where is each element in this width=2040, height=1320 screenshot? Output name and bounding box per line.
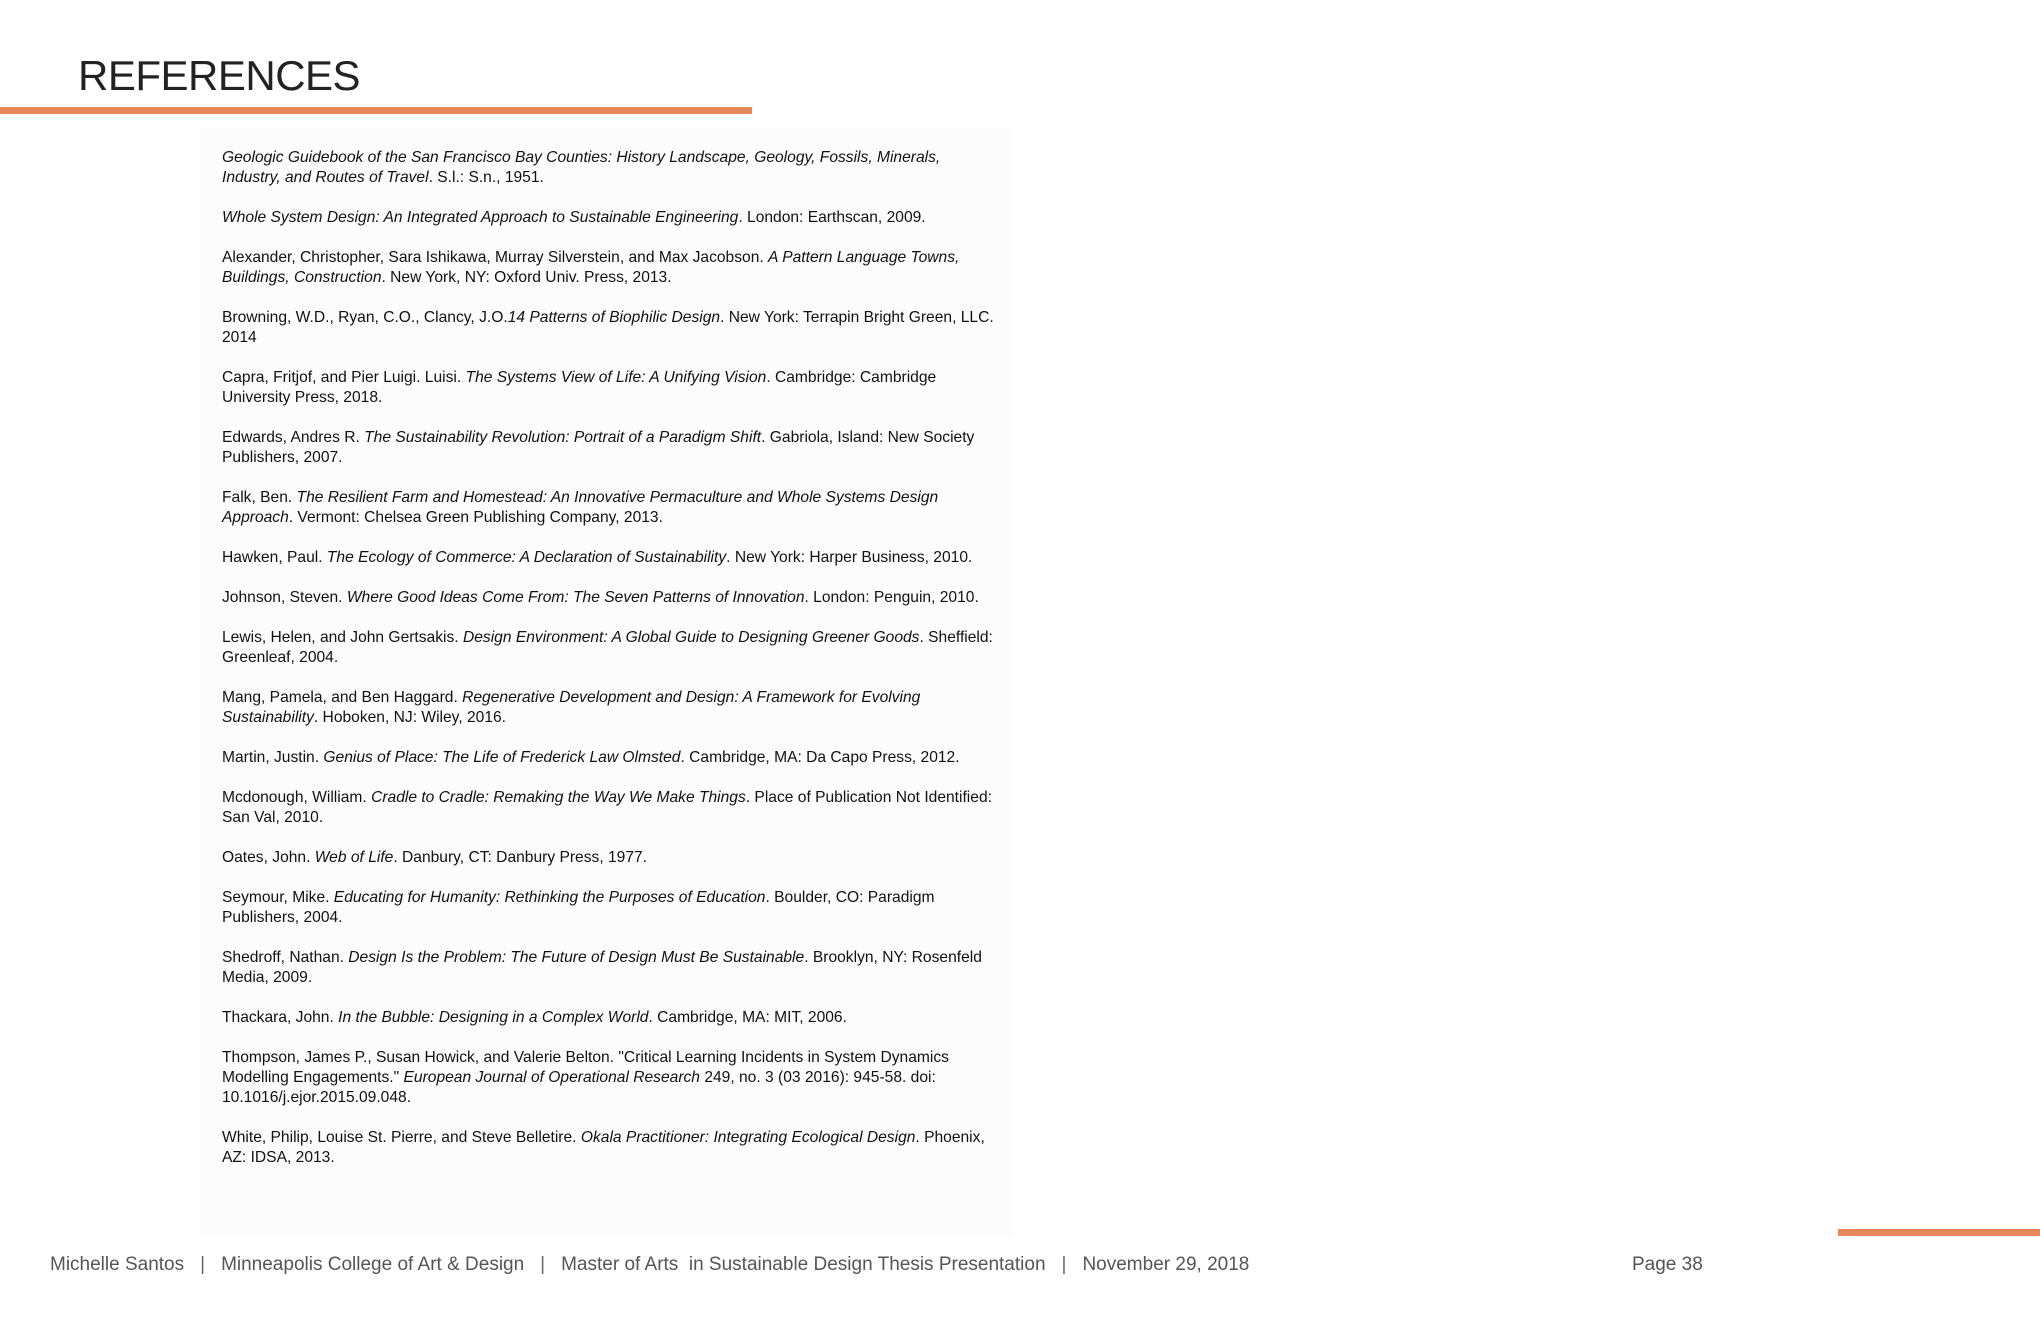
reference-entry: [222, 1008, 1002, 1028]
footer-accent-rule: [1838, 1229, 2040, 1236]
reference-text: . Phoenix, AZ: IDSA, 2013.: [222, 1129, 985, 1166]
footer-program: Master of Arts in Sustainable Design Thesis Presentation: [561, 1254, 1046, 1275]
reference-text: . Cambridge, MA: Da Capo Press, 2012.: [680, 749, 960, 766]
reference-title: The Resilient Farm and Homestead: An Innovative Permaculture and Whole Systems Design Approach: [222, 489, 939, 526]
reference-text: . London: Penguin, 2010.: [804, 589, 979, 606]
reference-text: Hawken, Paul.: [222, 549, 327, 566]
page-title: REFERENCES: [78, 52, 361, 99]
references-panel: [200, 128, 1012, 1236]
reference-title: In the Bubble: Designing in a Complex World: [338, 1009, 649, 1026]
title-underline-rule: [0, 107, 752, 114]
reference-title: Okala Practitioner: Integrating Ecological Design: [580, 1129, 916, 1146]
reference-title: Geologic Guidebook of the San Francisco Bay Counties: History Landscape, Geology, Fossils, Minerals, Industry, and Routes of Travel: [222, 149, 941, 186]
reference-entry: [222, 428, 1002, 468]
reference-text: . Hoboken, NJ: Wiley, 2016.: [313, 709, 507, 726]
reference-text: Mang, Pamela, and Ben Haggard.: [222, 689, 463, 706]
reference-text: . New York: Harper Business, 2010.: [726, 549, 973, 566]
reference-entry: [222, 148, 1002, 188]
reference-text: Seymour, Mike.: [222, 889, 334, 906]
reference-text: . Sheffield: Greenleaf, 2004.: [222, 629, 993, 666]
reference-title: Cradle to Cradle: Remaking the Way We Make Things: [371, 789, 746, 806]
references-list: [222, 148, 1002, 1188]
reference-text: Thackara, John.: [222, 1009, 339, 1026]
reference-entry: [222, 888, 1002, 928]
reference-text: . S.l.: S.n., 1951.: [428, 169, 544, 186]
reference-title: Design Environment: A Global Guide to Designing Greener Goods: [462, 629, 920, 646]
reference-entry: [222, 488, 1002, 528]
reference-entry: [222, 628, 1002, 668]
reference-entry: [222, 308, 1002, 348]
reference-text: Falk, Ben.: [222, 489, 297, 506]
reference-title: 14 Patterns of Biophilic Design: [507, 309, 721, 326]
footer-separator: |: [540, 1254, 546, 1275]
reference-entry: [222, 248, 1002, 288]
reference-title: The Sustainability Revolution: Portrait of a Paradigm Shift: [364, 429, 762, 446]
page-number: Page 38: [1632, 1254, 1703, 1275]
reference-title: Regenerative Development and Design: A Framework for Evolving Sustainability: [222, 689, 921, 726]
reference-text: . Cambridge, MA: MIT, 2006.: [648, 1009, 847, 1026]
reference-title: Where Good Ideas Come From: The Seven Patterns of Innovation: [346, 589, 805, 606]
reference-text: White, Philip, Louise St. Pierre, and Steve Belletire.: [222, 1129, 581, 1146]
reference-text: 249, no. 3 (03 2016): 945-58. doi: 10.1016/j.ejor.2015.09.048.: [222, 1069, 936, 1106]
reference-entry: [222, 1128, 1002, 1168]
reference-entry: [222, 548, 1002, 568]
reference-text: Johnson, Steven.: [222, 589, 347, 606]
reference-text: . New York: Terrapin Bright Green, LLC. 2014: [222, 309, 994, 346]
reference-title: Genius of Place: The Life of Frederick Law Olmsted: [323, 749, 681, 766]
reference-title: Educating for Humanity: Rethinking the Purposes of Education: [333, 889, 766, 906]
reference-title: Web of Life: [314, 849, 394, 866]
reference-entry: [222, 748, 1002, 768]
footer: [50, 1254, 1249, 1276]
reference-text: Edwards, Andres R.: [222, 429, 365, 446]
reference-text: . Place of Publication Not Identified: San Val, 2010.: [222, 789, 992, 826]
reference-text: Shedroff, Nathan.: [222, 949, 349, 966]
reference-text: Thompson, James P., Susan Howick, and Valerie Belton. "Critical Learning Incidents in System Dynamics Modelling Engagements.": [222, 1049, 949, 1086]
reference-title: A Pattern Language Towns, Buildings, Construction: [222, 249, 960, 286]
footer-date: November 29, 2018: [1082, 1254, 1250, 1275]
reference-text: . New York, NY: Oxford Univ. Press, 2013.: [381, 269, 672, 286]
reference-text: . London: Earthscan, 2009.: [738, 209, 926, 226]
reference-text: Mcdonough, William.: [222, 789, 372, 806]
footer-separator: |: [1061, 1254, 1067, 1275]
reference-text: Oates, John.: [222, 849, 315, 866]
reference-text: . Vermont: Chelsea Green Publishing Company, 2013.: [288, 509, 663, 526]
reference-entry: [222, 588, 1002, 608]
reference-entry: [222, 948, 1002, 988]
footer-institution: Minneapolis College of Art & Design: [221, 1254, 525, 1275]
reference-entry: [222, 1048, 1002, 1108]
reference-title: Design Is the Problem: The Future of Design Must Be Sustainable: [348, 949, 805, 966]
reference-title: The Systems View of Life: A Unifying Vision: [465, 369, 767, 386]
reference-entry: [222, 688, 1002, 728]
reference-text: . Danbury, CT: Danbury Press, 1977.: [393, 849, 647, 866]
reference-text: Browning, W.D., Ryan, C.O., Clancy, J.O.: [222, 309, 508, 326]
reference-entry: [222, 848, 1002, 868]
reference-text: Capra, Fritjof, and Pier Luigi. Luisi.: [222, 369, 466, 386]
reference-text: . Cambridge: Cambridge University Press, 2018.: [222, 369, 937, 406]
reference-text: . Boulder, CO: Paradigm Publishers, 2004.: [222, 889, 935, 926]
footer-author: Michelle Santos: [50, 1254, 185, 1275]
footer-separator: |: [200, 1254, 206, 1275]
reference-text: Alexander, Christopher, Sara Ishikawa, Murray Silverstein, and Max Jacobson.: [222, 249, 769, 266]
reference-title: The Ecology of Commerce: A Declaration of Sustainability: [326, 549, 727, 566]
reference-entry: [222, 368, 1002, 408]
reference-text: Lewis, Helen, and John Gertsakis.: [222, 629, 463, 646]
reference-text: . Brooklyn, NY: Rosenfeld Media, 2009.: [222, 949, 982, 986]
reference-title: Whole System Design: An Integrated Approach to Sustainable Engineering: [222, 209, 739, 226]
reference-text: Martin, Justin.: [222, 749, 324, 766]
reference-entry: [222, 788, 1002, 828]
reference-entry: [222, 208, 1002, 228]
reference-text: . Gabriola, Island: New Society Publishers, 2007.: [222, 429, 975, 466]
reference-title: European Journal of Operational Research: [403, 1069, 700, 1086]
